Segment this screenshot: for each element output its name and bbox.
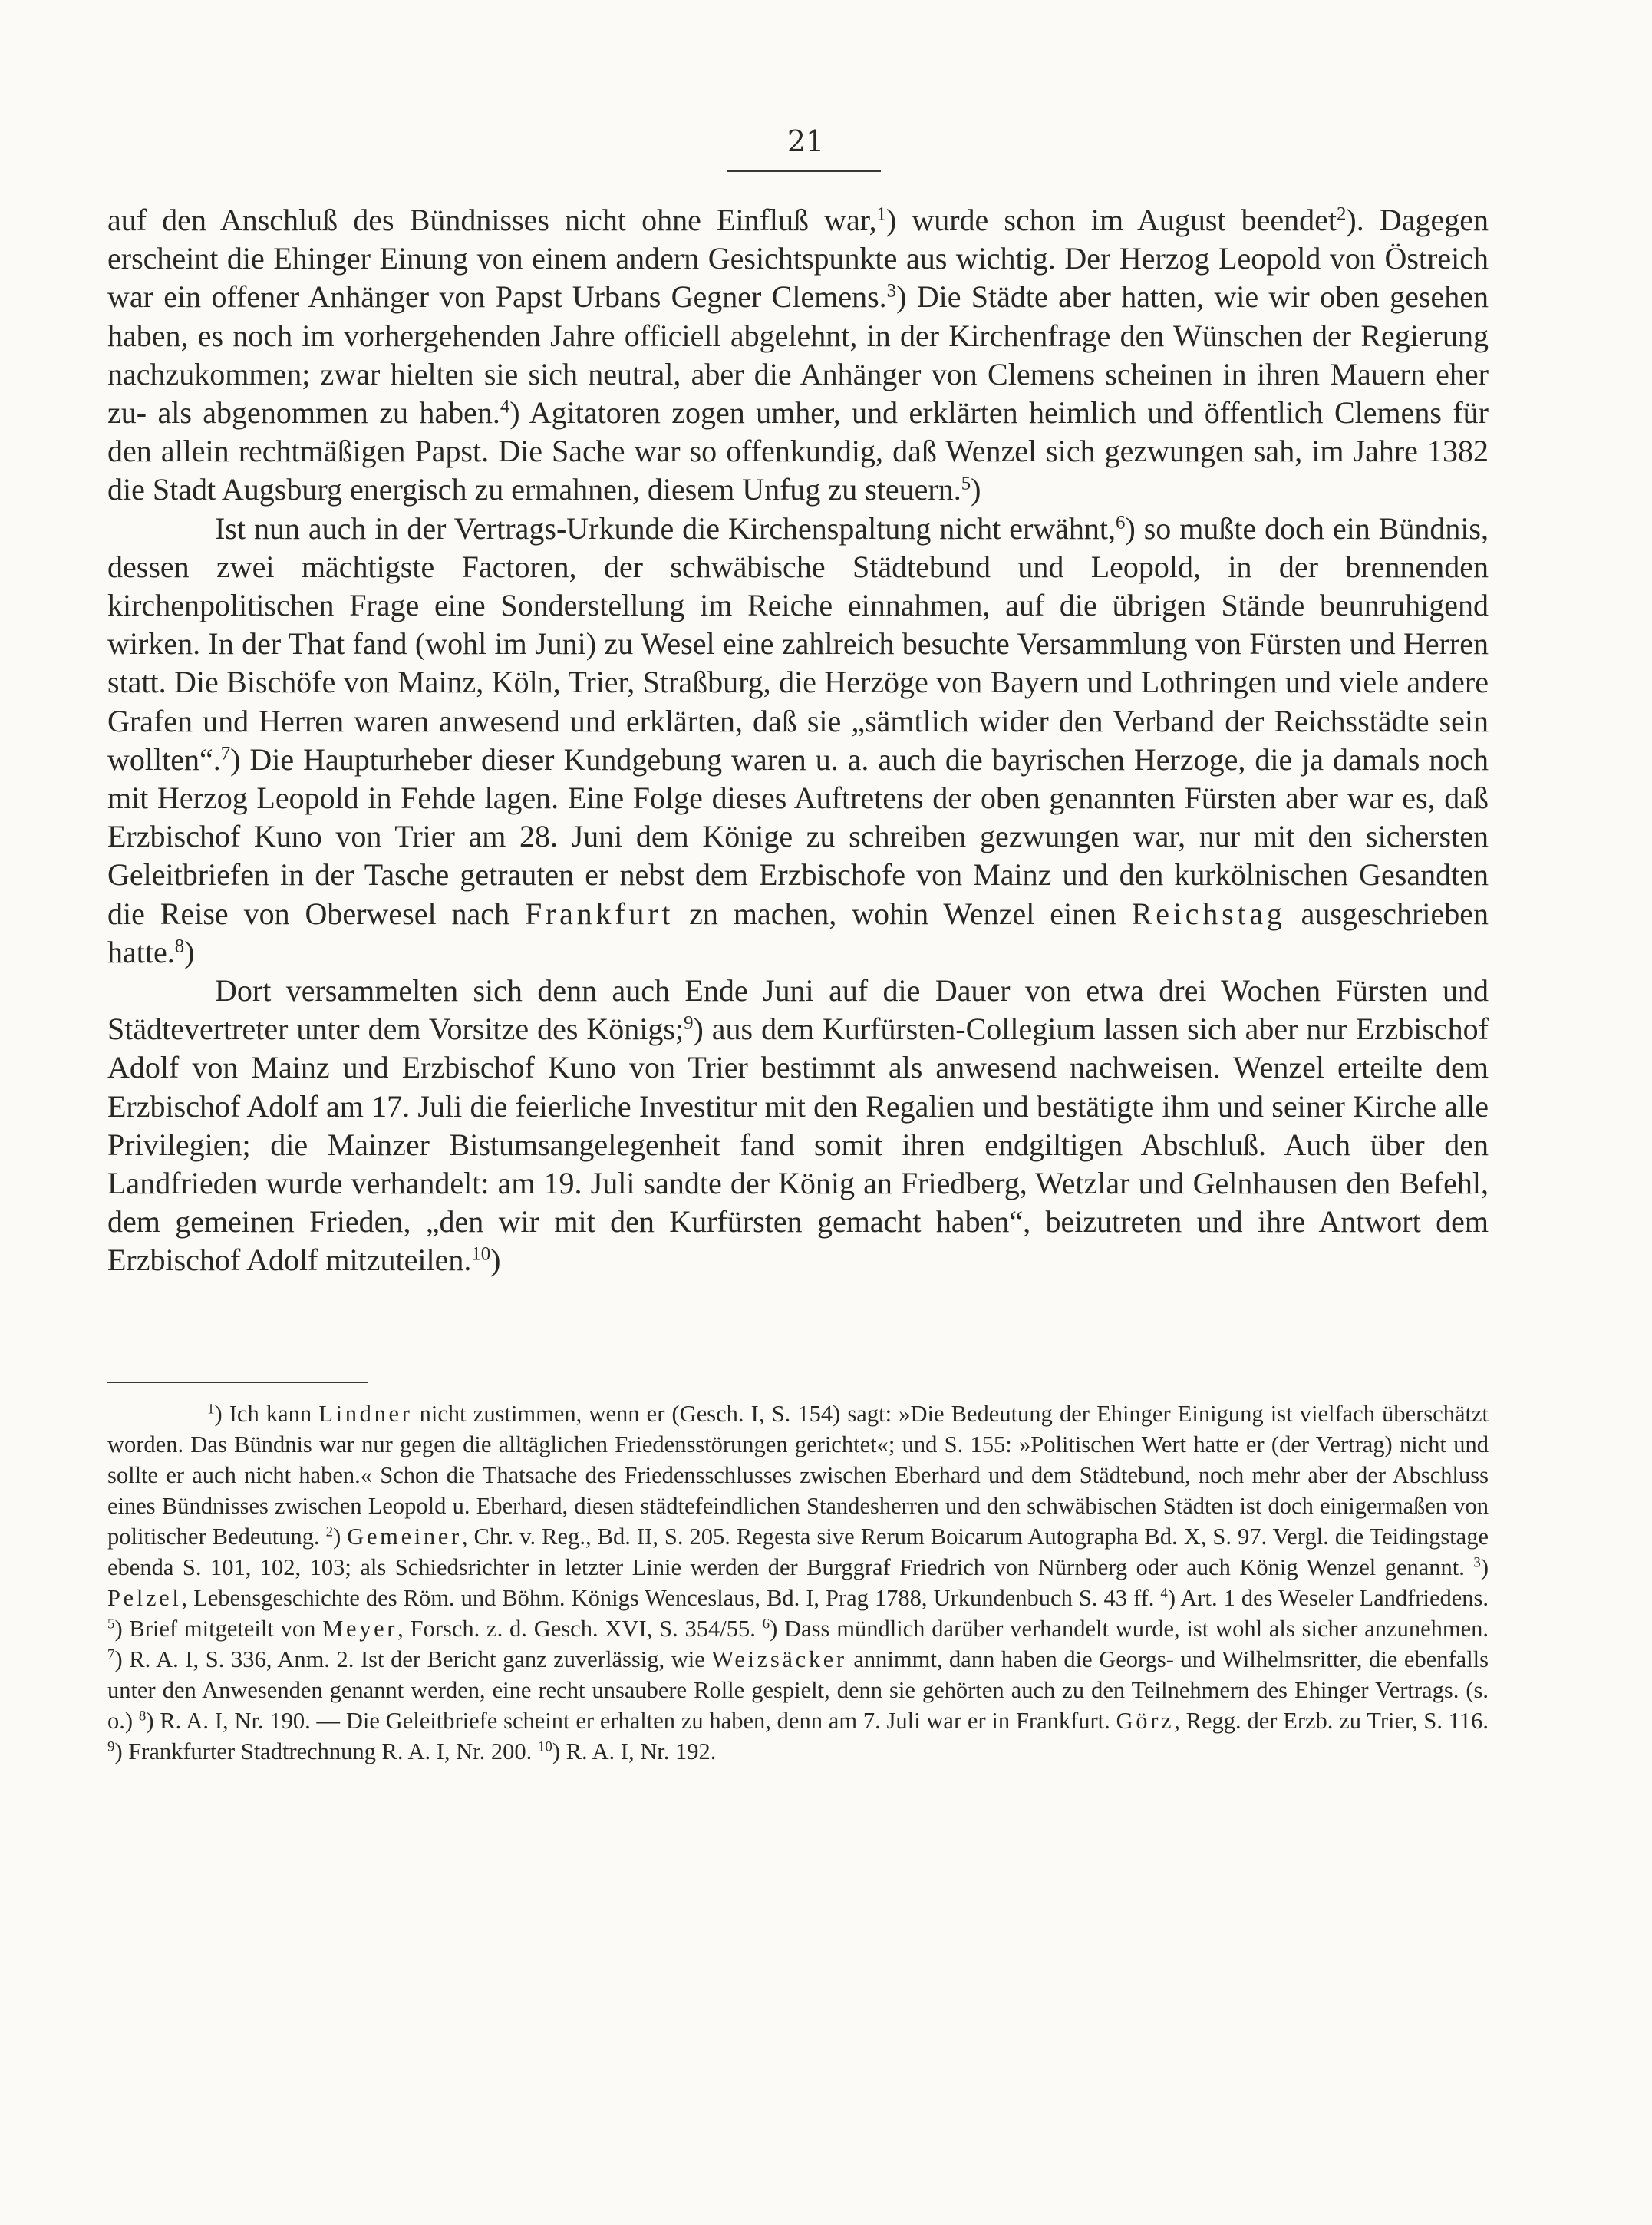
footnote-marker: 10 (537, 1738, 552, 1755)
paragraph-3 (107, 972, 1489, 1280)
text-run: Dort versammelten sich denn auch Ende Juni auf die Dauer von etwa drei Wochen Fürsten und Städtevertreter unter dem Vorsitze des Königs; (107, 973, 1489, 1047)
page-number-rule (727, 170, 881, 172)
text-run: zn machen, wohin Wenzel einen (674, 896, 1132, 931)
footnote-ref: 8 (174, 936, 185, 957)
footnote-text: nicht zustimmen, wenn er (Gesch. I, S. 154) sagt: »Die Bedeutung der Ehinger Einigung ist vielfach überschätzt worden. Das Bündnis war nur gegen die alltäglichen Friedensstörungen gerichtet«; und S. 155: »Politischen Wert hatte er (der Vertrag) nicht und sollte er auch nicht haben.« Schon die Thatsache des Friedensschlusses zwischen Eberhard und dem Städtebund, noch mehr aber der Abschluss eines Bündnisses zwischen Leopold u. Eberhard, diesen städtefeindlichen Standesherren und den schwäbischen Städten ist doch einigermaßen von politischer Bedeutung. (107, 1401, 1489, 1550)
footnote-separator (107, 1382, 368, 1383)
page-number: 21 (786, 124, 825, 158)
paragraph-1 (107, 201, 1489, 510)
footnote-marker: 9 (107, 1738, 115, 1755)
spaced-name-meyer: Meyer (322, 1616, 398, 1642)
footnote-ref: 2 (1337, 203, 1347, 225)
footnote-text: ) Frankfurter Stadtrechnung R. A. I, Nr. 200. (114, 1738, 533, 1764)
footnote-ref: 3 (886, 280, 897, 302)
footnote-text: , Regg. der Erzb. zu Trier, S. 116. (1174, 1708, 1489, 1734)
spaced-name-lindner: Lindner (318, 1401, 413, 1427)
text-run: ). Dagegen erscheint die Ehinger Einung von einem andern Gesichtspunkte aus wichtig. Der Herzog Leopold von Östreich war ein offener Anhänger von Papst Urbans Gegner Clemens. (107, 203, 1489, 315)
text-run: ausgeschrieben hatte. (107, 896, 1489, 969)
footnote-text: ) R. A. I, Nr. 192. (552, 1738, 717, 1764)
spaced-word-frankfurt: Frankfurt (524, 896, 674, 931)
text-run: ) Die Haupturheber dieser Kundgebung waren u. a. auch die bayrischen Herzoge, die ja damals noch mit Herzog Leopold in Fehde lagen. Eine Folge dieses Auftretens der oben genannten Fürsten aber war es, daß Erzbischof Kuno von Trier am 28. Juni dem Könige zu schreiben gezwungen war, nur mit den sichersten Geleitbriefen in der Tasche getrauten er nebst dem Erzbischofe von Mainz und den kurkölnischen Gesandten die Reise von Oberwesel nach (107, 741, 1489, 931)
footnote-ref: 10 (471, 1243, 491, 1265)
text-run: ) (971, 472, 981, 507)
text-run: ) Die Städte aber hatten, wie wir oben gesehen haben, es noch im vorhergehenden Jahre officiell abgelehnt, in der Kirchenfrage den Wünschen der Regierung nachzukommen; zwar hielten sie sich neutral, aber die Anhänger von Clemens scheinen in ihren Mauern eher zu- als abgenommen zu haben. (107, 279, 1489, 431)
footnote-marker: 3 (1473, 1554, 1481, 1571)
footnote-text: , Forsch. z. d. Gesch. XVI, S. 354/55. (397, 1616, 756, 1642)
footnote-text: ) Brief mitgeteilt von (114, 1616, 323, 1642)
main-text (107, 201, 1489, 1280)
footnote-marker: 1 (207, 1401, 215, 1418)
footnote-text: ) R. A. I, S. 336, Anm. 2. Ist der Bericht ganz zuverlässig, wie (114, 1646, 712, 1672)
footnote-text: ) Art. 1 des Weseler Landfriedens. (1167, 1585, 1489, 1611)
footnote-ref: 7 (220, 743, 231, 764)
spaced-name-pelzel: Pelzel (107, 1585, 182, 1611)
text-run: ) so mußte doch ein Bündnis, dessen zwei mächtigste Factoren, der schwäbische Städtebund und Leopold, in der brennenden kirchenpolitischen Frage eine Sonderstellung im Reiche einnahmen, auf die übrigen Stände beunruhigend wirken. In der That fand (wohl im Juni) zu Wesel eine zahlreich besuchte Versammlung von Fürsten und Herren statt. Die Bischöfe von Mainz, Köln, Trier, Straßburg, die Herzöge von Bayern und Lothringen und viele andere Grafen und Herren waren anwesend und erklärten, daß sie „sämtlich wider den Verband der Reichsstädte sein wollten“. (107, 510, 1489, 777)
footnote-text: ) Ich kann (214, 1401, 319, 1427)
text-run: ) (184, 934, 195, 969)
footnote-text: ) (1480, 1554, 1489, 1580)
spaced-name-gemeiner: Gemeiner (347, 1523, 462, 1550)
text-run: ) wurde schon im August beendet (885, 203, 1337, 237)
spaced-name-goerz: Görz (1116, 1708, 1175, 1734)
text-run: ) (490, 1243, 501, 1278)
spaced-word-reichstag: Reichstag (1131, 896, 1286, 931)
text-run: ) Agitatoren zogen umher, und erklärten heimlich und öffentlich Clemens für den allein rechtmäßigen Papst. Die Sache war so offenkundig, daß Wenzel sich gezwungen sah, im Jahre 1382 die Stadt Augsburg energisch zu ermahnen, diesem Unfug zu steuern. (107, 395, 1489, 507)
paragraph-2 (107, 510, 1489, 972)
footnote-ref: 4 (500, 396, 510, 418)
footnote-ref: 1 (876, 203, 886, 225)
footnote-text: ) R. A. I, Nr. 190. — Die Geleitbriefe scheint er erhalten zu haben, denn am 7. Juli war er in Frankfurt. (146, 1708, 1110, 1734)
footnote-marker: 4 (1160, 1585, 1168, 1602)
footnote-text: , Lebensgeschichte des Röm. und Böhm. Königs Wenceslaus, Bd. I, Prag 1788, Urkundenbuch S. 43 ff. (181, 1585, 1155, 1611)
footnote-marker: 7 (107, 1646, 115, 1663)
text-run: ) aus dem Kurfürsten-Collegium lassen sich aber nur Erzbischof Adolf von Mainz und Erzbischof Kuno von Trier bestimmt als anwesend nachweisen. Wenzel erteilte dem Erzbischof Adolf am 17. Juli die feierliche Investitur mit den Regalien und bestätigte ihm und seiner Kirche alle Privilegien; die Mainzer Bistumsangelegenheit fand somit ihren endgiltigen Abschluß. Auch über den Landfrieden wurde verhandelt: am 19. Juli sandte der König an Friedberg, Wetzlar und Gelnhausen den Befehl, dem gemeinen Frieden, „den wir mit den Kurfürsten gemacht haben“, beizutreten und ihre Antwort dem Erzbischof Adolf mitzuteilen. (107, 1012, 1489, 1278)
footnote-ref: 5 (961, 473, 971, 494)
footnote-block (107, 1398, 1489, 1767)
text-run: auf den Anschluß des Bündnisses nicht ohne Einfluß war, (107, 203, 877, 237)
footnote-marker: 5 (107, 1616, 115, 1632)
spaced-name-weizsaecker: Weizsäcker (711, 1646, 847, 1672)
footnote-text: ) (333, 1523, 348, 1550)
footnote-ref: 6 (1116, 512, 1126, 533)
footnote-text: , Chr. v. Reg., Bd. II, S. 205. Regesta sive Rerum Boicarum Autographa Bd. X, S. 97. Vergl. die Teidingstage ebenda S. 101, 102, 103; als Schiedsrichter in letzter Linie werden der Burggraf Friedrich von Nürnberg oder auch König Wenzel genannt. (107, 1523, 1489, 1580)
footnote-marker: 6 (762, 1616, 770, 1632)
footnote-marker: 8 (138, 1708, 147, 1725)
footnote-ref: 9 (684, 1012, 694, 1034)
footnote-text: annimmt, dann haben die Georgs- und Wilhelmsritter, die ebenfalls unter den Anwesenden genannt werden, eine recht unsaubere Rolle gespielt, denn sie gehörten auch zu den Teilnehmern des Ehinger Vertrags. (s. o.) (107, 1646, 1489, 1734)
footnote-marker: 2 (325, 1523, 334, 1540)
footnotes (107, 1398, 1489, 1767)
footnote-text: ) Dass mündlich darüber verhandelt wurde, ist wohl als sicher anzunehmen. (770, 1616, 1489, 1642)
text-run: Ist nun auch in der Vertrags-Urkunde die Kirchenspaltung nicht erwähnt, (215, 510, 1116, 546)
